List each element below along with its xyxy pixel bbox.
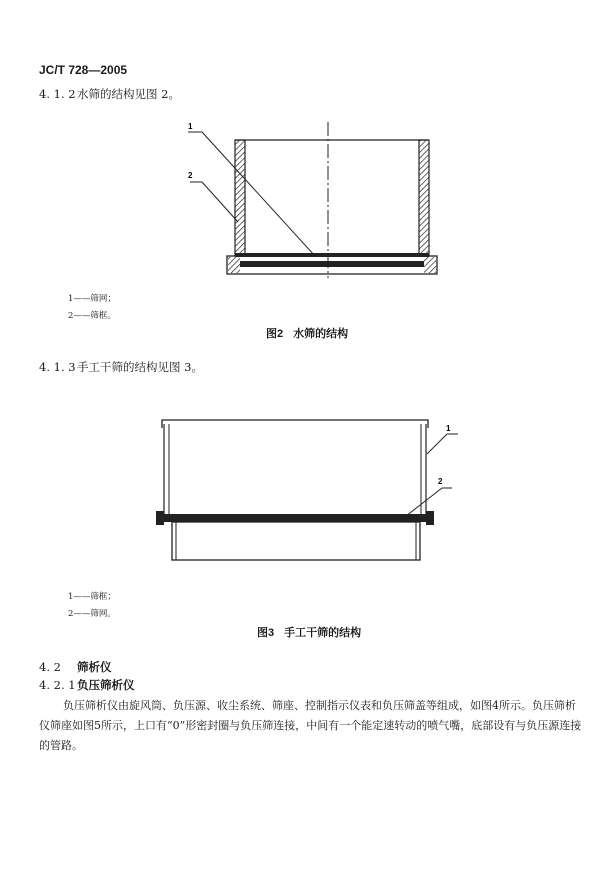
screen-band bbox=[160, 514, 430, 522]
section-title: 筛析仪 bbox=[77, 660, 112, 674]
caption-label: 图3 bbox=[257, 627, 275, 639]
caption-text: 手工干筛的结构 bbox=[284, 627, 362, 639]
figure-3-caption bbox=[257, 624, 361, 640]
paragraph-4-2-1: 负压筛析仪由旋风筒、负压源、收尘系统、筛座、控制指示仪表和负压筛盖等组成，如图4所示。负压筛析仪筛座如图5所示，上口有“0”形密封圈与负压筛连接，中间有一个能定速转动的喷气嘴，底部设有与负压源连接的管路。 bbox=[39, 699, 582, 752]
caption-text: 水筛的结构 bbox=[293, 328, 349, 340]
flange-left bbox=[156, 511, 164, 525]
clause-text: 手工干筛的结构见图 3。 bbox=[77, 360, 203, 374]
section-4-2-1 bbox=[39, 677, 135, 693]
base-left-hatch bbox=[228, 257, 240, 273]
figure-2-legend-2: 2——筛框。 bbox=[68, 311, 116, 321]
standard-code: JC/T 728—2005 bbox=[39, 63, 128, 77]
leader-1-diag bbox=[202, 132, 315, 256]
section-number: 4. 2 bbox=[39, 660, 61, 674]
right-wall bbox=[419, 140, 429, 255]
section-number: 4. 2. 1 bbox=[39, 678, 76, 692]
leader-2 bbox=[406, 488, 442, 516]
callout-2: 2 bbox=[188, 171, 193, 180]
callout-2: 2 bbox=[438, 477, 443, 486]
callout-1: 1 bbox=[188, 122, 193, 131]
section-4-2 bbox=[39, 659, 112, 675]
figure-3-legend-1: 1——筛框； bbox=[68, 592, 116, 602]
caption-label: 图2 bbox=[266, 328, 284, 340]
clause-4-1-3 bbox=[39, 359, 203, 375]
base-right-hatch bbox=[424, 257, 436, 273]
left-wall bbox=[235, 140, 245, 255]
clause-text: 水筛的结构见图 2。 bbox=[77, 87, 180, 101]
flange-right bbox=[426, 511, 434, 525]
figure-3-drawing bbox=[150, 412, 470, 572]
clause-4-1-2 bbox=[39, 86, 180, 102]
clause-number: 4. 1. 2 bbox=[39, 87, 76, 101]
leader-1 bbox=[427, 434, 447, 454]
leader-2-diag bbox=[202, 182, 238, 222]
section-title: 负压筛析仪 bbox=[77, 678, 135, 692]
clause-number: 4. 1. 3 bbox=[39, 360, 76, 374]
figure-3-legend-2: 2——筛网。 bbox=[68, 609, 116, 619]
base-band bbox=[240, 261, 424, 267]
figure-2-caption bbox=[266, 325, 348, 341]
callout-1: 1 bbox=[446, 424, 451, 433]
figure-2-legend-1: 1——筛网； bbox=[68, 294, 116, 304]
lower-skirt bbox=[172, 522, 420, 560]
figure-2-drawing bbox=[180, 120, 440, 280]
